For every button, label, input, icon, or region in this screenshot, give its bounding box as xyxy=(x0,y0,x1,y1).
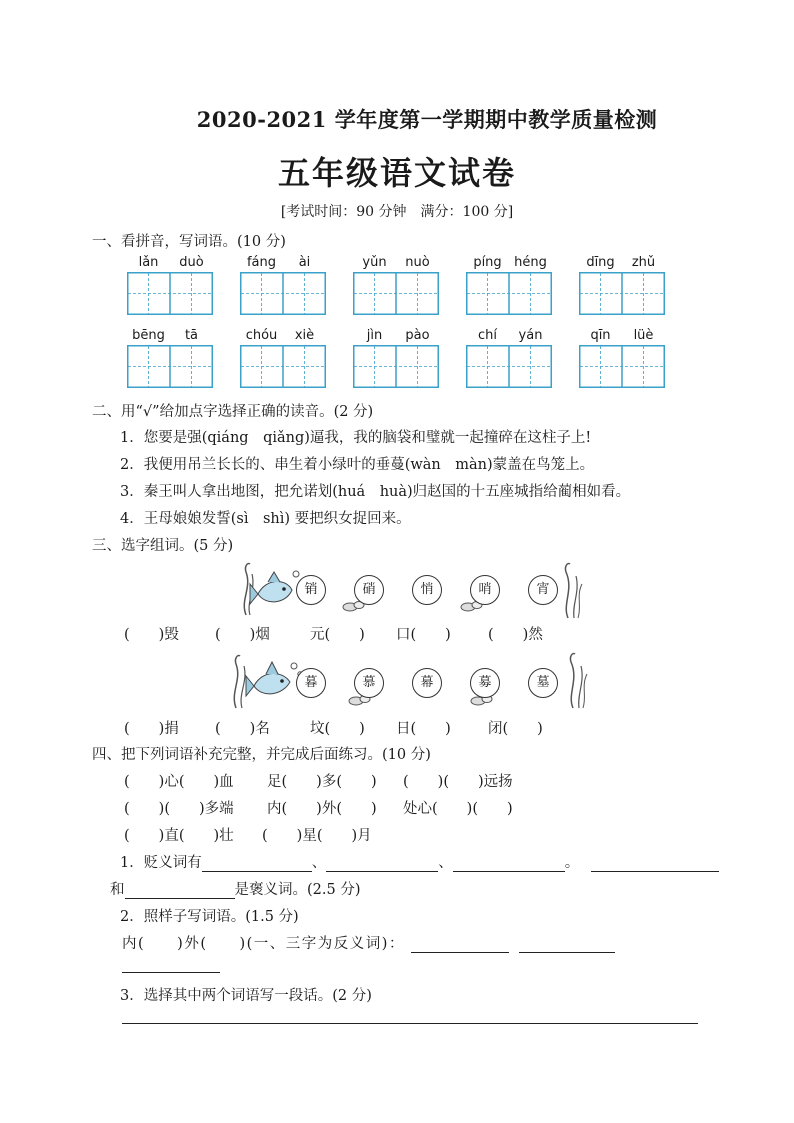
pinyin-label: lüè xyxy=(633,328,654,343)
section4-title: 四、把下列词语补充完整，并完成后面练习。(10 分) xyxy=(92,747,431,763)
conjunction-text: 和 xyxy=(110,882,125,898)
pinyin-label: héng xyxy=(514,255,547,270)
char-option-circle: 慕 xyxy=(354,668,384,698)
answer-blank[interactable] xyxy=(326,857,438,872)
answer-blank[interactable] xyxy=(591,857,719,872)
char-option-circle: 募 xyxy=(470,668,500,698)
char-option-circle: 宵 xyxy=(528,575,558,605)
writing-grid[interactable] xyxy=(127,272,213,315)
section2-title: 二、用“√”给加点字选择正确的读音。(2 分) xyxy=(92,404,374,420)
char-option-circle: 幕 xyxy=(412,668,442,698)
writing-grid[interactable] xyxy=(579,272,665,315)
answer-blank[interactable] xyxy=(202,857,312,872)
pinyin-label: xiè xyxy=(294,328,315,343)
writing-grid[interactable] xyxy=(240,272,326,315)
writing-grid[interactable] xyxy=(466,345,552,388)
question-1-line2 xyxy=(110,878,360,899)
fill-word[interactable]: ( )然 xyxy=(488,627,543,643)
section2-item-3: 3．秦王叫人拿出地图，把允诺划(huá huà)归赵国的十五座城指给蔺相如看。 xyxy=(120,484,631,500)
pinyin-label: chóu xyxy=(245,328,278,343)
writing-grid[interactable] xyxy=(353,272,439,315)
char-option-circle: 悄 xyxy=(412,575,442,605)
exam-info: [考试时间：90 分钟 满分：100 分] xyxy=(280,204,514,220)
question-3-title: 3．选择其中两个词语写一段话。(2 分) xyxy=(120,988,372,1004)
answer-blank[interactable] xyxy=(519,938,615,953)
pinyin-label: zhǔ xyxy=(631,255,656,270)
seaweed-icon xyxy=(565,650,595,710)
section1-title: 一、看拼音，写词语。(10 分) xyxy=(92,234,286,250)
section2-item-4: 4．王母娘娘发誓(sì shì) 要把织女捉回来。 xyxy=(120,511,411,527)
pinyin-label: tā xyxy=(184,328,199,343)
pinyin-label: chí xyxy=(478,328,497,343)
question-2-example: 内( )外( )(一、三字为反义词)： xyxy=(122,936,405,952)
fill-word[interactable]: 口( ) xyxy=(396,627,451,643)
char-option-circle: 墓 xyxy=(528,668,558,698)
section2-item-1: 1．您要是强(qiáng qiǎng)逼我，我的脑袋和璧就一起撞碎在这柱子上! xyxy=(120,430,592,446)
fill-word[interactable]: 处心( )( ) xyxy=(403,801,513,817)
fill-word[interactable]: 日( ) xyxy=(396,721,451,737)
char-option-circle: 哨 xyxy=(470,575,500,605)
question-2-title: 2．照样子写词语。(1.5 分) xyxy=(120,909,299,925)
pinyin-label: qīn xyxy=(590,328,611,343)
pinyin-label: lǎn xyxy=(138,255,159,270)
pinyin-label: pào xyxy=(405,328,430,343)
pinyin-label: jìn xyxy=(366,328,383,343)
writing-grid[interactable] xyxy=(127,345,213,388)
pinyin-label: duò xyxy=(179,255,204,270)
pinyin-label: píng xyxy=(473,255,502,270)
writing-grid[interactable] xyxy=(240,345,326,388)
exam-title: 五年级语文试卷 xyxy=(277,154,516,192)
fill-word[interactable]: ( )毁 xyxy=(124,627,179,643)
fill-word[interactable]: 元( ) xyxy=(310,627,365,643)
question-1-label: 1．贬义词有 xyxy=(120,855,202,871)
exam-header-line1: 2020-2021 学年度第一学期期中教学质量检测 xyxy=(196,107,658,132)
answer-blank[interactable] xyxy=(411,938,509,953)
fill-word[interactable]: ( )( )远扬 xyxy=(403,774,513,790)
separator: 。 xyxy=(564,855,580,871)
writing-grid[interactable] xyxy=(353,345,439,388)
question-2-example-line xyxy=(122,932,615,953)
answer-blank[interactable] xyxy=(125,884,235,899)
answer-blank[interactable] xyxy=(453,857,565,872)
answer-blank[interactable] xyxy=(122,958,220,973)
char-option-circle: 暮 xyxy=(296,668,326,698)
question-1-line1 xyxy=(120,851,719,872)
char-option-circle: 硝 xyxy=(354,575,384,605)
separator: 、 xyxy=(311,855,327,871)
fill-word[interactable]: 闭( ) xyxy=(488,721,543,737)
section2-item-2: 2．我便用吊兰长长的、串生着小绿叶的垂蔓(wàn màn)蒙盖在鸟笼上。 xyxy=(120,457,595,473)
fill-word[interactable]: ( )直( )壮 xyxy=(124,828,234,844)
fill-word[interactable]: ( )捐 xyxy=(124,721,179,737)
fill-word[interactable]: ( )星( )月 xyxy=(262,828,372,844)
writing-line[interactable] xyxy=(122,1023,698,1024)
pinyin-label: ài xyxy=(298,255,311,270)
question-1-suffix: 是褒义词。(2.5 分) xyxy=(234,882,361,898)
writing-grid[interactable] xyxy=(579,345,665,388)
separator: 、 xyxy=(438,855,453,871)
fill-word[interactable]: ( )名 xyxy=(215,721,270,737)
pinyin-label: yán xyxy=(518,328,543,343)
fill-word[interactable]: ( )烟 xyxy=(215,627,270,643)
fill-word[interactable]: ( )( )多端 xyxy=(124,801,234,817)
fill-word[interactable]: 内( )外( ) xyxy=(267,801,377,817)
fill-word[interactable]: 足( )多( ) xyxy=(267,774,377,790)
writing-grid[interactable] xyxy=(466,272,552,315)
pinyin-label: dīng xyxy=(586,255,615,270)
pinyin-label: nuò xyxy=(405,255,430,270)
char-option-circle: 销 xyxy=(296,575,326,605)
pinyin-label: fáng xyxy=(246,255,277,270)
fill-word[interactable]: ( )心( )血 xyxy=(124,774,234,790)
seaweed-icon xyxy=(560,560,590,620)
fill-word[interactable]: 坟( ) xyxy=(310,721,365,737)
pinyin-label: bēng xyxy=(132,328,165,343)
pinyin-label: yǔn xyxy=(362,255,387,270)
section3-title: 三、选字组词。(5 分) xyxy=(92,538,234,554)
